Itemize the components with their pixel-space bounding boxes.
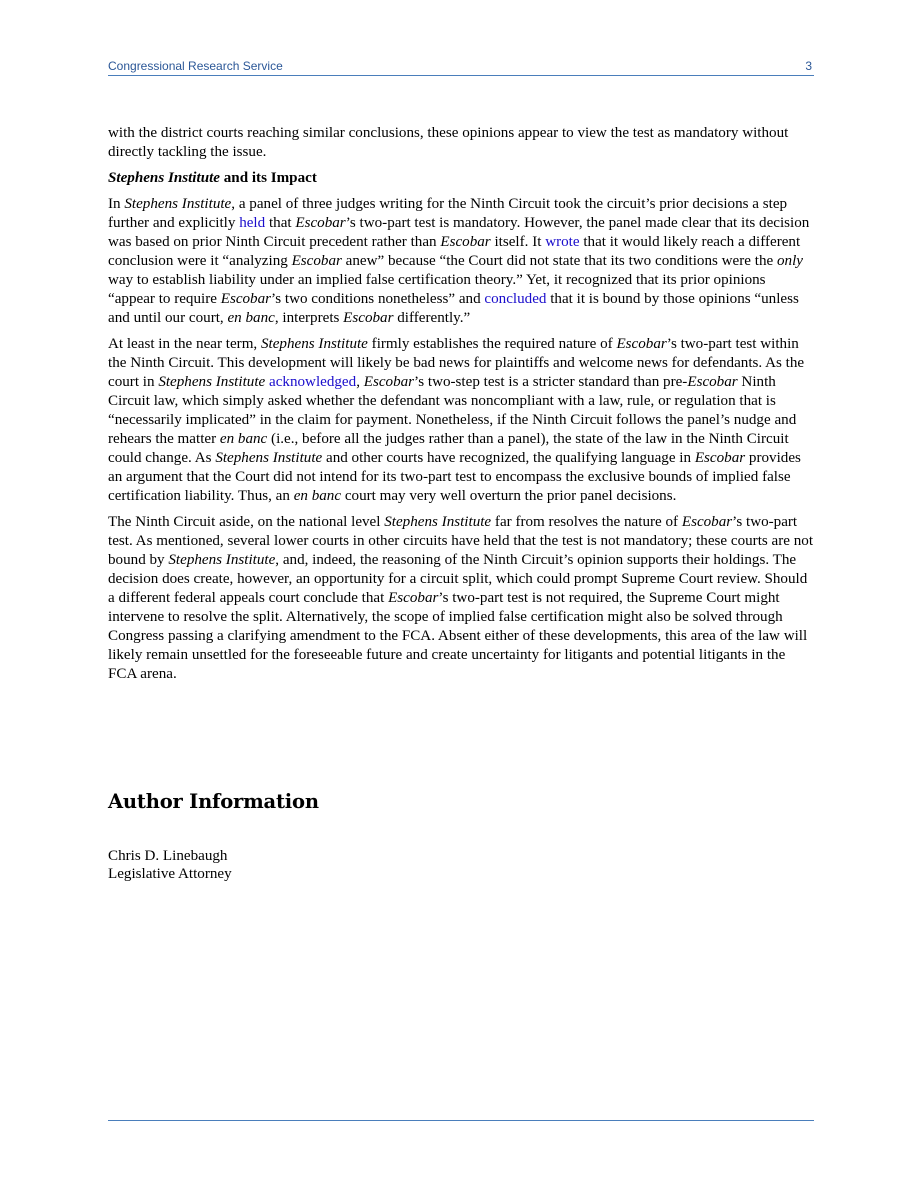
text-run: that: [265, 215, 296, 231]
text-run: way to establish liability under an implied false certification theory.” Yet, it recognized that its prior opinions “appear to require: [108, 272, 766, 307]
case-name: Escobar: [343, 310, 394, 326]
text-run: far from resolves the nature of: [491, 514, 682, 530]
text-run: At least in the near term,: [108, 336, 261, 352]
case-name: Stephens Institute: [168, 552, 276, 568]
case-name: Escobar: [616, 336, 667, 352]
article-body: [108, 124, 816, 691]
case-name: Stephens Institute: [158, 374, 266, 390]
latin-term: en banc: [293, 488, 342, 504]
case-name: Escobar: [363, 374, 415, 390]
text-run: (i.e., before all the judges rather than a panel), the state of the law in the Ninth Circuit could change. As: [108, 431, 789, 466]
text-run: court may very well overturn the prior panel decisions.: [341, 488, 677, 504]
case-name: Escobar: [220, 291, 272, 307]
page-number: 3: [805, 59, 812, 73]
latin-term: en banc: [227, 310, 275, 326]
text-run: anew” because “the Court did not state that its two conditions were the: [341, 253, 777, 269]
text-run: provides an argument that the Court did not intend for its two-part test to encompass the exclusive bounds of implied false certification liability. Thus, an: [108, 450, 801, 504]
text-run: that it is bound by those opinions “unless and until our court,: [108, 291, 799, 326]
case-name: Stephens Institute: [384, 514, 492, 530]
author-title: Legislative Attorney: [108, 865, 232, 882]
text-run: ’s two-part test is not required, the Supreme Court might intervene to resolve the split. Alternatively, the scope of implied false certification might also be solved through Congress passing a clarifying amendment to the FCA. Absent either of these developments, this area of the law will likely remain unsettled for the foreseeable future and create uncertainty for litigants and potential litigants in the FCA arena.: [108, 590, 808, 682]
text-run: , a panel of three judges writing for the Ninth Circuit took the circuit’s prior decisions a step further and explicitly: [108, 196, 788, 231]
text-run: itself. It: [490, 234, 546, 250]
header-org-name: Congressional Research Service: [108, 59, 283, 73]
link-acknowledged[interactable]: acknowledged: [269, 374, 357, 390]
paragraph-near-term: [108, 335, 816, 506]
subheading-case-name: Stephens Institute: [108, 170, 220, 186]
text-run: differently.”: [393, 310, 471, 326]
text-run: firmly establishes the required nature of: [367, 336, 617, 352]
author-information: [108, 790, 816, 883]
link-concluded[interactable]: concluded: [484, 291, 547, 307]
link-held[interactable]: held: [239, 215, 266, 231]
case-name: Stephens Institute: [260, 336, 368, 352]
text-run: ’s two-part test is mandatory. However, the panel made clear that its decision was based on prior Ninth Circuit precedent rather than: [108, 215, 810, 250]
text-run: ,: [356, 374, 364, 390]
subheading-rest: and its Impact: [219, 170, 317, 186]
case-name: Escobar: [388, 590, 439, 606]
paragraph-stephens-panel: [108, 195, 816, 328]
case-name: Escobar: [440, 234, 491, 250]
case-name: Escobar: [694, 450, 746, 466]
link-wrote[interactable]: wrote: [545, 234, 580, 250]
text-run: and other courts have recognized, the qualifying language in: [322, 450, 695, 466]
text-run: , and, indeed, the reasoning of the Ninth Circuit’s opinion supports their holdings. The decision does create, however, an opportunity for a circuit split, which could prompt Supreme Court review. Should a different federal appeals court conclude that: [108, 552, 808, 606]
section-subheading: [108, 169, 816, 188]
text-run: , interprets: [274, 310, 344, 326]
emphasis: only: [776, 253, 803, 269]
case-name: Escobar: [687, 374, 738, 390]
text-run: The Ninth Circuit aside, on the national level: [108, 514, 385, 530]
case-name: Stephens Institute: [124, 196, 232, 212]
paragraph-continuation: with the district courts reaching similar conclusions, these opinions appear to view the test as mandatory without directly tackling the issue.: [108, 125, 789, 160]
page-header: [108, 58, 814, 76]
text-run: ’s two-part test within the Ninth Circuit. This development will likely be bad news for plaintiffs and welcome news for defendants. As the court in: [108, 336, 805, 390]
case-name: Stephens Institute: [215, 450, 323, 466]
case-name: Escobar: [295, 215, 346, 231]
footer-divider: [108, 1120, 814, 1121]
author-heading: Author Information: [108, 790, 319, 813]
text-run: In: [108, 196, 125, 212]
latin-term: en banc: [219, 431, 268, 447]
author-name: Chris D. Linebaugh: [108, 848, 228, 864]
text-run: ’s two-part test. As mentioned, several lower courts in other circuits have held that the test is not mandatory; these courts are not bound by: [108, 514, 814, 568]
paragraph-national-level: [108, 513, 816, 684]
case-name: Escobar: [291, 253, 342, 269]
text-run: ’s two conditions nonetheless” and: [271, 291, 485, 307]
case-name: Escobar: [681, 514, 733, 530]
text-run: Ninth Circuit law, which simply asked whether the defendant was noncompliant with a law, rule, or regulation that is “necessarily implicated” in the claim for payment. Nonetheless, if the Ninth Circuit follows the panel’s nudge and rehears the matter: [108, 374, 797, 447]
text-run: ’s two-step test is a stricter standard than pre-: [414, 374, 688, 390]
text-run: that it would likely reach a different conclusion were it “analyzing: [108, 234, 801, 269]
